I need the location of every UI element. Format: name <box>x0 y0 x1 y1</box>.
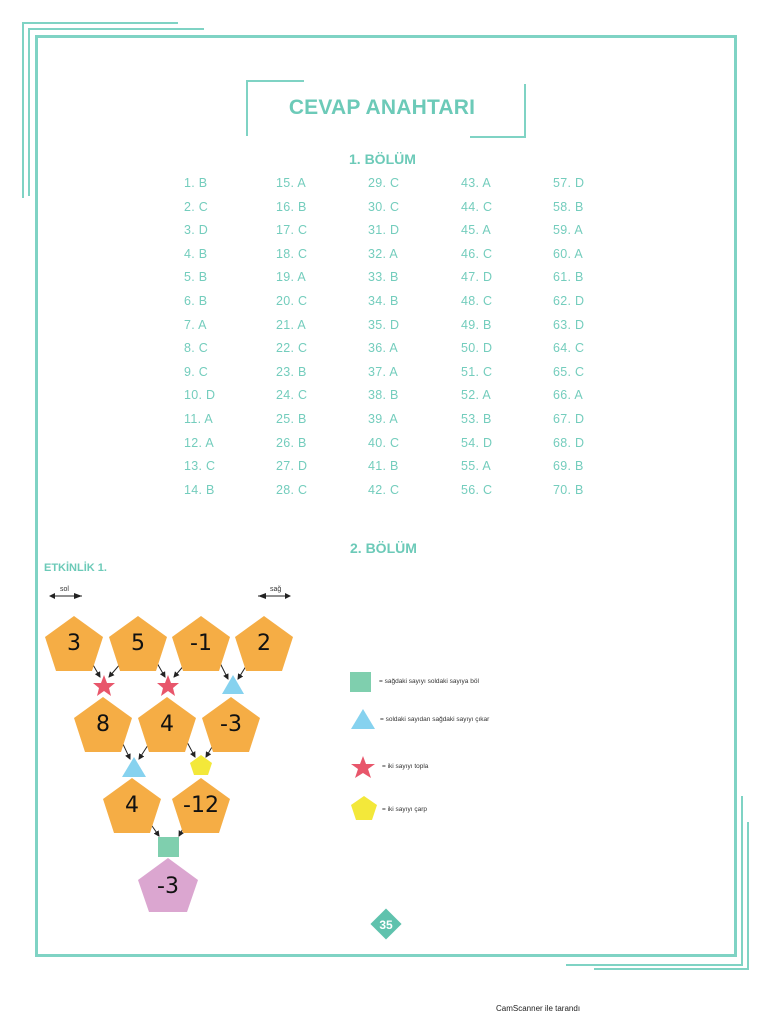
answer-item: 34. B <box>368 294 399 308</box>
section2-title: 2. BÖLÜM <box>350 540 417 556</box>
answer-item: 19. A <box>276 270 306 285</box>
answer-item: 8. C <box>184 341 209 356</box>
answer-item: 58. B <box>553 199 584 214</box>
answer-item: 42. C <box>368 482 400 497</box>
answer-item: 21. A <box>276 317 306 332</box>
answer-item: 49. B <box>461 317 492 332</box>
answer-item: 60. A <box>553 246 583 261</box>
answer-item: 56. C <box>461 482 493 497</box>
answer-item: 13. C <box>184 459 216 474</box>
right-direction-arrow <box>258 593 290 599</box>
answer-item: 24. C <box>276 388 308 403</box>
page-number: 35 <box>379 918 393 932</box>
answer-item: 63. D <box>553 317 585 332</box>
answer-item: 5. B <box>184 270 208 285</box>
star-operator <box>93 675 115 696</box>
answer-item: 59. A <box>553 223 583 238</box>
pyramid-number: -3 <box>220 712 242 738</box>
answer-item: 22. C <box>276 341 308 356</box>
answer-item: 57. D <box>553 176 585 190</box>
answer-item: 6. B <box>184 294 208 308</box>
answer-item: 10. D <box>184 388 216 403</box>
answer-item: 45. A <box>461 223 491 238</box>
triangle-operator <box>222 675 244 694</box>
legend-square-icon <box>350 672 371 692</box>
answer-item: 30. C <box>368 199 400 214</box>
page-title: CEVAP ANAHTARI <box>288 96 476 119</box>
triangle-operator <box>122 757 146 777</box>
answer-item: 11. A <box>184 412 214 426</box>
answer-item: 1. B <box>184 176 208 190</box>
legend-square-text: = sağdaki sayıyı soldaki sayıya böl <box>379 678 479 685</box>
answer-item: 47. D <box>461 270 493 285</box>
answer-item: 67. D <box>553 412 585 426</box>
answer-item: 32. A <box>368 246 398 261</box>
legend-pentagon-icon <box>351 796 377 820</box>
answer-item: 40. C <box>368 435 400 450</box>
answer-item: 51. C <box>461 364 493 379</box>
scanner-footer: CamScanner ile tarandı <box>496 1004 581 1013</box>
answer-item: 70. B <box>553 482 584 497</box>
legend-pentagon-text: = iki sayıyı çarp <box>382 806 427 813</box>
answer-item: 35. D <box>368 317 400 332</box>
answer-item: 36. A <box>368 341 398 356</box>
square-operator <box>158 837 179 857</box>
answer-item: 41. B <box>368 459 399 474</box>
answer-item: 26. B <box>276 435 307 450</box>
answer-item: 25. B <box>276 412 307 426</box>
left-direction-arrow <box>50 593 82 599</box>
answer-item: 29. C <box>368 176 400 190</box>
answer-item: 15. A <box>276 176 306 190</box>
pyramid-number: -1 <box>190 631 212 657</box>
answer-item: 46. C <box>461 246 493 261</box>
answer-item: 16. B <box>276 199 307 214</box>
answer-item: 55. A <box>461 459 491 474</box>
answer-item: 65. C <box>553 364 585 379</box>
answer-item: 52. A <box>461 388 491 403</box>
answer-item: 27. D <box>276 459 308 474</box>
legend-triangle-text: = soldaki sayıdan sağdaki sayıyı çıkar <box>380 716 490 723</box>
answer-item: 31. D <box>368 223 400 238</box>
answer-item: 68. D <box>553 435 585 450</box>
pyramid-number: 4 <box>160 712 174 738</box>
pyramid-number: -3 <box>157 874 179 900</box>
answer-item: 43. A <box>461 176 491 190</box>
pyramid-number: 3 <box>67 631 81 657</box>
answer-item: 33. B <box>368 270 399 285</box>
answer-item: 23. B <box>276 364 307 379</box>
answer-item: 28. C <box>276 482 308 497</box>
left-label: sol <box>60 586 69 593</box>
legend-star-icon <box>351 756 375 778</box>
star-operator <box>157 675 179 696</box>
pyramid-number: 4 <box>125 793 139 819</box>
answer-item: 64. C <box>553 341 585 356</box>
section1-title: 1. BÖLÜM <box>349 151 416 167</box>
answer-item: 18. C <box>276 246 308 261</box>
answer-item: 61. B <box>553 270 584 285</box>
legend-star-text: = iki sayıyı topla <box>382 763 429 770</box>
legend-triangle-icon <box>351 709 375 729</box>
answer-item: 66. A <box>553 388 583 403</box>
answer-item: 69. B <box>553 459 584 474</box>
answer-item: 44. C <box>461 199 493 214</box>
answer-item: 37. A <box>368 364 398 379</box>
answer-item: 48. C <box>461 294 493 308</box>
pyramid-number: -12 <box>183 793 219 819</box>
pyramid-number: 2 <box>257 631 271 657</box>
answer-item: 2. C <box>184 199 209 214</box>
answer-item: 54. D <box>461 435 493 450</box>
activity-title: ETKİNLİK 1. <box>44 562 107 574</box>
answer-item: 50. D <box>461 341 493 356</box>
answer-item: 7. A <box>184 317 207 332</box>
answer-item: 53. B <box>461 412 492 426</box>
pentagon-operator <box>190 755 212 775</box>
answer-item: 39. A <box>368 412 398 426</box>
answer-item: 12. A <box>184 435 214 450</box>
answer-item: 17. C <box>276 223 308 238</box>
answer-item: 38. B <box>368 388 399 403</box>
pyramid-number: 5 <box>131 631 145 657</box>
answer-item: 9. C <box>184 364 209 379</box>
answer-item: 14. B <box>184 482 215 497</box>
answer-item: 62. D <box>553 294 585 308</box>
answer-item: 20. C <box>276 294 308 308</box>
pyramid-number: 8 <box>96 712 110 738</box>
answer-item: 4. B <box>184 246 208 261</box>
answer-item: 3. D <box>184 223 209 238</box>
right-label: sağ <box>270 586 282 593</box>
